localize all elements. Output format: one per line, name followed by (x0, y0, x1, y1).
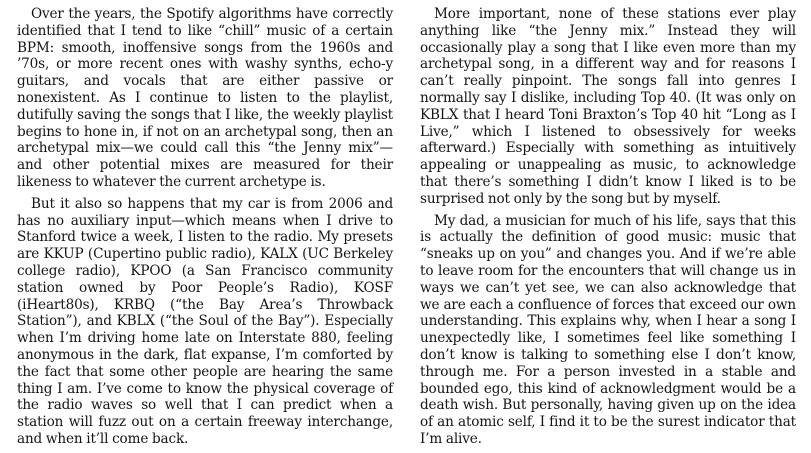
paragraph: Over the years, the Spotify algorithms have correctly identified that I tend to like “chill” music of a certain BPM: smooth, inoffensive songs from the 1960s and ’70s, or more recent ones with washy synths, echo-y guitars, and vocals that are either passive or nonexistent. As I continue to listen to the playlist, dutifully saving the songs that I like, the weekly playlist begins to hone in, if not on an archetypal song, then an archetypal mix—we could call this “the Jenny mix”—and other potential mixes are measured for their likeness to whatever the current archetype is. (17, 6, 393, 190)
paragraph: More important, none of these stations ever play anything like “the Jenny mix.” Instead they will occasionally play a song that I like even more than my archetypal song, in a different way and for reasons I can’t really pinpoint. The songs fall into genres I normally say I dislike, including Top 40. (It was only on KBLX that I heard Toni Braxton’s Top 40 hit “Long as I Live,” which I listened to obsessively for weeks afterward.) Especially with something as intuitively appealing or unappealing as music, to acknowledge that there’s something I didn’t know I liked is to be surprised not only by the song but by myself. (420, 6, 796, 207)
text-column-right (420, 6, 796, 453)
paragraph: But it also so happens that my car is from 2006 and has no auxiliary input—which means when I drive to Stanford twice a week, I listen to the radio. My presets are KKUP (Cupertino public radio), KALX (UC Berkeley college radio), KPOO (a San Francisco community station owned by Poor People’s Radio), KOSF (iHeart80s), KRBQ (“the Bay Area’s Throwback Station”), and KBLX (“the Soul of the Bay”). Especially when I’m driving home late on Interstate 880, feeling anonymous in the dark, flat expanse, I’m comforted by the fact that some other people are hearing the same thing I am. I’ve come to know the physical coverage of the radio waves so well that I can predict when a station will fuzz out on a certain freeway interchange, and when it’ll come back. (17, 195, 393, 447)
text-column-left (17, 6, 393, 453)
paragraph: My dad, a musician for much of his life, says that this is actually the definition of good music: music that “sneaks up on you” and changes you. And if we’re able to leave room for the encounters that will change us in ways we can’t yet see, we can also acknowledge that we are each a confluence of forces that exceed our own understanding. This explains why, when I hear a song I unexpectedly like, I sometimes feel like something I don’t know is talking to something else I don’t know, through me. For a person invested in a stable and bounded ego, this kind of acknowledgment would be a death wish. But personally, having given up on the idea of an atomic self, I find it to be the surest indicator that I’m alive. (420, 212, 796, 447)
